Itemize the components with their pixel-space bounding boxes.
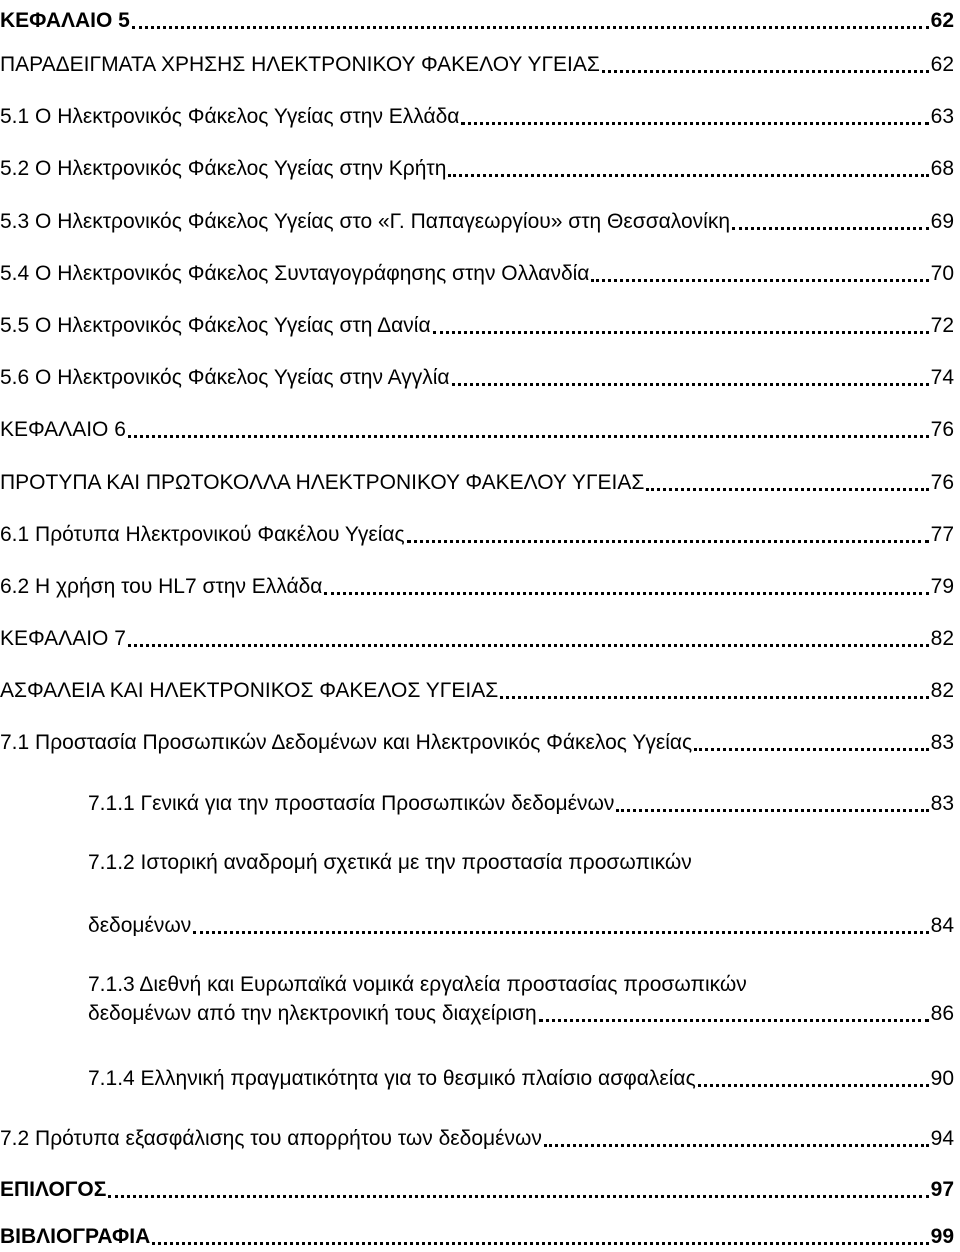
dot-leader	[732, 214, 929, 230]
toc-entry-page: 70	[930, 262, 954, 285]
toc-entry-section[interactable]	[0, 462, 954, 496]
dot-leader	[128, 631, 929, 647]
toc-entry-title: 5.5 Ο Ηλεκτρονικός Φάκελος Υγείας στη Δανία	[0, 314, 431, 337]
toc-entry-title: ΕΠΙΛΟΓΟΣ	[0, 1178, 107, 1201]
toc-entry-page: 72	[930, 314, 954, 337]
toc-entry-bibliography[interactable]	[0, 1216, 954, 1250]
toc-entry-subsection-continued[interactable]	[88, 993, 954, 1027]
toc-entry-page: 69	[930, 210, 954, 233]
toc-entry-title: 5.2 Ο Ηλεκτρονικός Φάκελος Υγείας στην Κρήτη	[0, 157, 447, 180]
dot-leader	[646, 475, 928, 491]
dot-leader	[616, 796, 928, 812]
toc-entry-chapter-7[interactable]	[0, 618, 954, 652]
toc-entry-section[interactable]	[0, 1118, 954, 1152]
dot-leader	[132, 13, 929, 29]
dot-leader	[539, 1006, 929, 1022]
dot-leader	[694, 735, 928, 751]
toc-entry-section[interactable]	[0, 670, 954, 704]
toc-entry-page: 62	[930, 9, 954, 32]
toc-entry-page: 82	[930, 627, 954, 650]
toc-entry-title: δεδομένων από την ηλεκτρονική τους διαχείριση	[88, 1002, 537, 1025]
toc-entry-page: 97	[930, 1178, 954, 1201]
dot-leader	[591, 266, 928, 282]
toc-entry-section[interactable]	[0, 96, 954, 130]
dot-leader	[448, 161, 928, 177]
toc-entry-section[interactable]	[0, 148, 954, 182]
toc-entry-subsection[interactable]	[88, 1058, 954, 1092]
toc-entry-title: δεδομένων	[88, 914, 192, 937]
toc-entry-title: ΚΕΦΑΛΑΙΟ 7	[0, 627, 126, 650]
toc-entry-page: 83	[930, 792, 954, 815]
toc-entry-section[interactable]	[0, 566, 954, 600]
toc-entry-title: 5.4 Ο Ηλεκτρονικός Φάκελος Συνταγογράφησης στην Ολλανδία	[0, 262, 590, 285]
toc-entry-title: 7.1.1 Γενικά για την προστασία Προσωπικών δεδομένων	[88, 792, 615, 815]
toc-entry-section[interactable]	[0, 253, 954, 287]
toc-entry-section[interactable]	[0, 722, 954, 756]
toc-entry-page: 62	[930, 53, 954, 76]
toc-entry-section[interactable]	[0, 305, 954, 339]
toc-entry-title: 6.1 Πρότυπα Ηλεκτρονικού Φακέλου Υγείας	[0, 523, 405, 546]
toc-entry-page: 90	[930, 1067, 954, 1090]
toc-entry-page: 74	[930, 366, 954, 389]
dot-leader	[128, 422, 929, 438]
toc-entry-page: 63	[930, 105, 954, 128]
toc-entry-subsection[interactable]	[88, 783, 954, 817]
toc-entry-page: 86	[930, 1002, 954, 1025]
toc-entry-title: 6.2 Η χρήση του HL7 στην Ελλάδα	[0, 575, 323, 598]
toc-entry-page: 79	[930, 575, 954, 598]
dot-leader	[602, 57, 929, 73]
toc-entry-page: 82	[930, 679, 954, 702]
toc-entry-title: ΚΕΦΑΛΑΙΟ 6	[0, 418, 126, 441]
toc-entry-title: 5.1 Ο Ηλεκτρονικός Φάκελος Υγείας στην Ελλάδα	[0, 105, 460, 128]
toc-entry-subsection-title[interactable]: 7.1.3 Διεθνή και Ευρωπαϊκά νομικά εργαλεία προστασίας προσωπικών	[88, 973, 747, 996]
dot-leader	[407, 527, 929, 543]
toc-entry-page: 76	[930, 471, 954, 494]
toc-entry-title: 7.2 Πρότυπα εξασφάλισης του απορρήτου των δεδομένων	[0, 1127, 542, 1150]
toc-entry-page: 76	[930, 418, 954, 441]
toc-entry-title: ΑΣΦΑΛΕΙΑ ΚΑΙ ΗΛΕΚΤΡΟΝΙΚΟΣ ΦΑΚΕΛΟΣ ΥΓΕΙΑΣ	[0, 679, 499, 702]
toc-entry-subsection-continued[interactable]	[88, 905, 954, 939]
toc-entry-page: 83	[930, 731, 954, 754]
dot-leader	[152, 1229, 928, 1245]
toc-entry-title: 7.1 Προστασία Προσωπικών Δεδομένων και Ηλεκτρονικός Φάκελος Υγείας	[0, 731, 693, 754]
toc-entry-section[interactable]	[0, 357, 954, 391]
dot-leader	[544, 1131, 929, 1147]
toc-entry-title: 5.6 Ο Ηλεκτρονικός Φάκελος Υγείας στην Αγγλία	[0, 366, 450, 389]
dot-leader	[108, 1182, 928, 1198]
dot-leader	[433, 318, 929, 334]
toc-entry-chapter-6[interactable]	[0, 409, 954, 443]
toc-entry-section[interactable]	[0, 514, 954, 548]
dot-leader	[461, 109, 928, 125]
dot-leader	[500, 683, 928, 699]
toc-entry-title: ΠΡΟΤΥΠΑ ΚΑΙ ΠΡΩΤΟΚΟΛΛΑ ΗΛΕΚΤΡΟΝΙΚΟΥ ΦΑΚΕΛΟΥ ΥΓΕΙΑΣ	[0, 471, 645, 494]
toc-entry-section[interactable]	[0, 44, 954, 78]
toc-entry-page: 84	[930, 914, 954, 937]
toc-entry-epilogue[interactable]	[0, 1169, 954, 1203]
dot-leader	[452, 370, 929, 386]
toc-entry-chapter-5[interactable]	[0, 0, 954, 34]
toc-entry-section[interactable]	[0, 201, 954, 235]
toc-entry-page: 99	[930, 1225, 954, 1248]
dot-leader	[324, 579, 928, 595]
toc-entry-page: 77	[930, 523, 954, 546]
dot-leader	[193, 918, 928, 934]
toc-entry-title: ΠΑΡΑΔΕΙΓΜΑΤΑ ΧΡΗΣΗΣ ΗΛΕΚΤΡΟΝΙΚΟΥ ΦΑΚΕΛΟΥ ΥΓΕΙΑΣ	[0, 53, 600, 76]
toc-entry-title: ΒΙΒΛΙΟΓΡΑΦΙΑ	[0, 1225, 151, 1248]
toc-entry-page: 68	[930, 157, 954, 180]
toc-entry-subsection-title[interactable]: 7.1.2 Ιστορική αναδρομή σχετικά με την προστασία προσωπικών	[88, 851, 692, 874]
toc-entry-title: 7.1.4 Ελληνική πραγματικότητα για το θεσμικό πλαίσιο ασφαλείας	[88, 1067, 696, 1090]
toc-entry-title: ΚΕΦΑΛΑΙΟ 5	[0, 9, 130, 32]
dot-leader	[698, 1071, 929, 1087]
toc-entry-page: 94	[930, 1127, 954, 1150]
toc-entry-title: 5.3 Ο Ηλεκτρονικός Φάκελος Υγείας στο «Γ. Παπαγεωργίου» στη Θεσσαλονίκη	[0, 210, 731, 233]
